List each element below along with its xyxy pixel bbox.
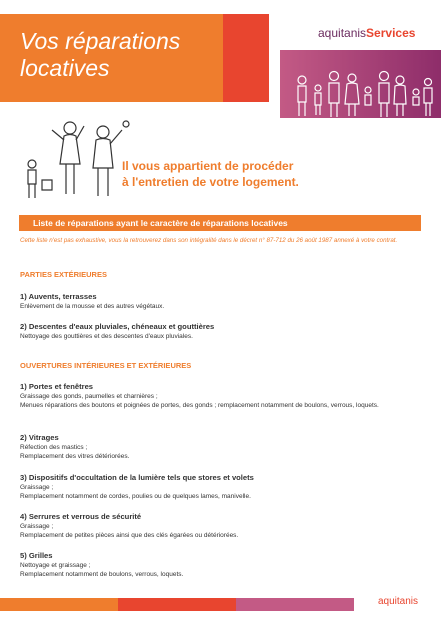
title-banner-accent [223, 14, 269, 102]
item-line: Enlèvement de la mousse et des autres végétaux. [20, 303, 165, 310]
section-heading-ouvertures: OUVERTURES INTÉRIEURES ET EXTÉRIEURES [20, 361, 192, 370]
list-item [20, 551, 430, 579]
list-item [20, 292, 430, 311]
list-item [20, 512, 430, 540]
item-title: 2) Descentes d'eaux pluviales, chéneaux et gouttières [20, 322, 215, 331]
list-item [20, 322, 430, 341]
item-line: Réfection des mastics ; [20, 444, 88, 451]
brand-logo-prefix: aquitanis [318, 26, 367, 40]
item-title: 1) Auvents, terrasses [20, 292, 97, 301]
slogan-line-2: à l'entretien de votre logement. [122, 175, 299, 189]
item-title: 2) Vitrages [20, 433, 59, 442]
footer-logo: aquitanis [378, 596, 419, 607]
item-line: Graissage ; [20, 484, 54, 491]
list-item [20, 433, 430, 461]
item-line: Graissage ; [20, 523, 54, 530]
item-title: 4) Serrures et verrous de sécurité [20, 512, 142, 521]
item-title: 5) Grilles [20, 551, 53, 560]
intro-note: Cette liste n'est pas exhaustive, vous la retrouverez dans son intégralité dans le décret n° 87-712 du 26 août 1987 annexé à votre contrat. [20, 237, 398, 244]
item-line: Remplacement notamment de cordes, poulies ou de quelques lames, manivelle. [20, 493, 251, 500]
item-line: Remplacement des vitres détériorées. [20, 453, 130, 460]
item-line: Nettoyage des gouttières et des descentes d'eaux pluviales. [20, 333, 193, 340]
slogan [122, 158, 299, 190]
page-title [20, 28, 180, 82]
footer-bar-red [118, 598, 236, 611]
page-title-line-2: locatives [20, 55, 110, 81]
list-item [20, 473, 430, 501]
section-heading-parties-exterieures: PARTIES EXTÉRIEURES [20, 270, 107, 279]
item-line: Remplacement de petites pièces ainsi que des clés égarées ou détériorées. [20, 532, 239, 539]
item-title: 1) Portes et fenêtres [20, 382, 94, 391]
item-title: 3) Dispositifs d'occultation de la lumière tels que stores et volets [20, 473, 254, 482]
brand-logo-suffix: Services [366, 26, 416, 40]
list-title-banner: Liste de réparations ayant le caractère de réparations locatives [19, 215, 421, 231]
item-line: Nettoyage et graissage ; [20, 562, 91, 569]
item-line: Remplacement notamment de boulons, verrous, loquets. [20, 571, 184, 578]
footer-bar-purple [236, 598, 354, 611]
footer-color-bar [0, 598, 354, 611]
item-line: Menues réparations des boutons et poignées de portes, des gonds ; remplacement notamment de boulons, verrous, loquets. [20, 402, 379, 409]
item-line: Graissage des gonds, paumelles et charnières ; [20, 393, 158, 400]
slogan-line-1: Il vous appartient de procéder [122, 159, 294, 173]
family-silhouettes-illustration [290, 58, 436, 118]
brand-logo [318, 26, 415, 40]
page-title-line-1: Vos réparations [20, 28, 181, 54]
footer-bar-orange [0, 598, 118, 611]
list-item [20, 382, 430, 410]
